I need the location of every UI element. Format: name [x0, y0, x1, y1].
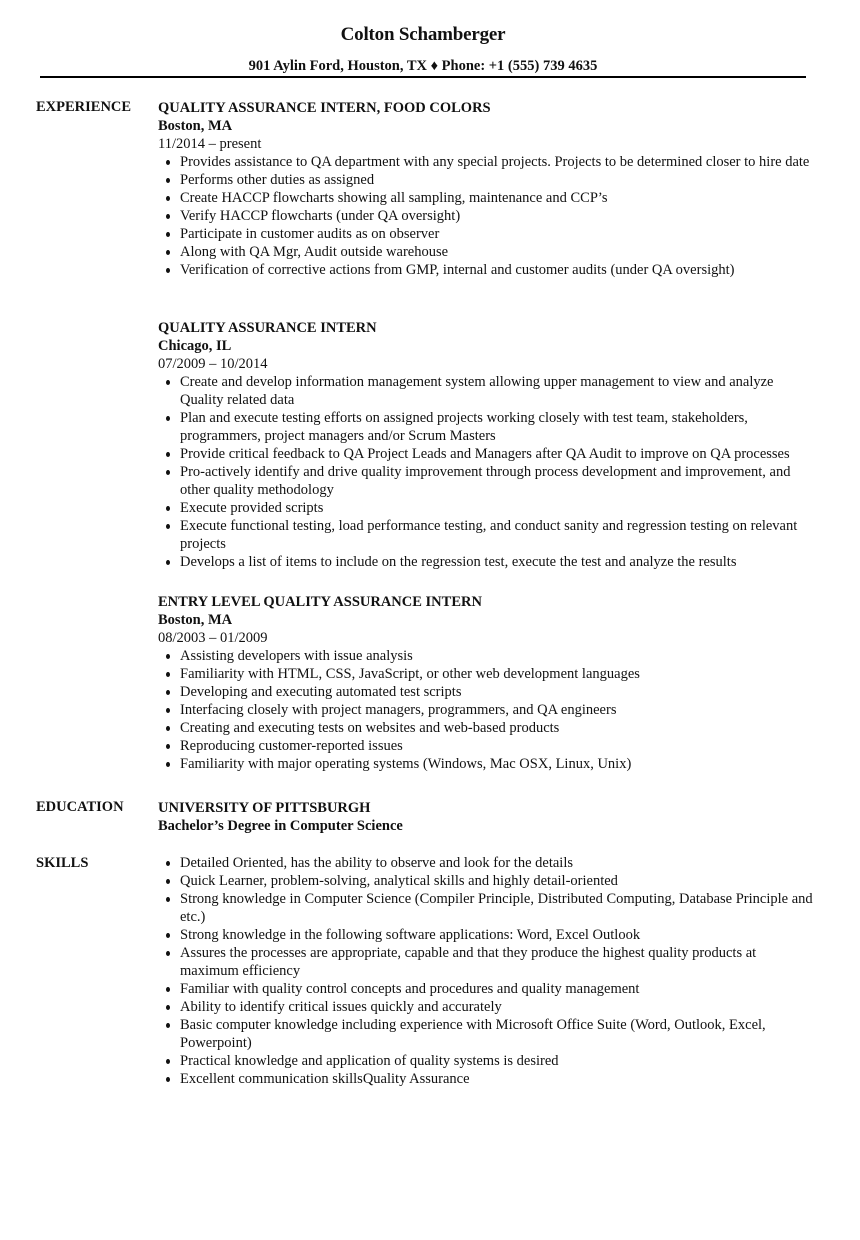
- list-item: Create and develop information management system allowing upper management to view and analyze Quality related data: [180, 373, 818, 409]
- school-name: UNIVERSITY OF PITTSBURGH: [158, 800, 371, 816]
- list-item: Creating and executing tests on websites and web-based products: [180, 719, 818, 737]
- list-item: Detailed Oriented, has the ability to observe and look for the details: [180, 854, 818, 872]
- job-location: Boston, MA: [158, 612, 233, 628]
- contact-line: 901 Aylin Ford, Houston, TX ♦ Phone: +1 (555) 739 4635: [248, 58, 598, 74]
- section-label-skills: SKILLS: [36, 855, 89, 871]
- list-item: Execute functional testing, load performance testing, and conduct sanity and regression testing on relevant projects: [180, 517, 818, 553]
- list-item: Ability to identify critical issues quickly and accurately: [180, 998, 818, 1016]
- job-title: QUALITY ASSURANCE INTERN, FOOD COLORS: [158, 100, 491, 116]
- resume-name: Colton Schamberger: [340, 24, 506, 45]
- job-dates: 07/2009 – 10/2014: [158, 356, 268, 372]
- list-item: Execute provided scripts: [180, 499, 818, 517]
- job-dates: 11/2014 – present: [158, 136, 262, 152]
- list-item: Reproducing customer-reported issues: [180, 737, 818, 755]
- degree: Bachelor’s Degree in Computer Science: [158, 818, 403, 834]
- list-item: Provide critical feedback to QA Project Leads and Managers after QA Audit to improve on QA processes: [180, 445, 818, 463]
- section-label-education: EDUCATION: [36, 799, 124, 815]
- list-item: Interfacing closely with project managers, programmers, and QA engineers: [180, 701, 818, 719]
- list-item: Strong knowledge in the following software applications: Word, Excel Outlook: [180, 926, 818, 944]
- list-item: Plan and execute testing efforts on assigned projects working closely with test team, stakeholders, programmers, project managers and/or Scrum Masters: [180, 409, 818, 445]
- list-item: Along with QA Mgr, Audit outside warehouse: [180, 243, 818, 261]
- list-item: Basic computer knowledge including experience with Microsoft Office Suite (Word, Outlook, Excel, Powerpoint): [180, 1016, 818, 1052]
- list-item: Excellent communication skillsQuality Assurance: [180, 1070, 818, 1088]
- list-item: Quick Learner, problem-solving, analytical skills and highly detail-oriented: [180, 872, 818, 890]
- list-item: Strong knowledge in Computer Science (Compiler Principle, Distributed Computing, Database Principle and etc.): [180, 890, 818, 926]
- header-divider: [40, 76, 806, 78]
- list-item: Familiar with quality control concepts and procedures and quality management: [180, 980, 818, 998]
- list-item: Familiarity with HTML, CSS, JavaScript, or other web development languages: [180, 665, 818, 683]
- skills-list-container: [158, 854, 818, 1088]
- job-location: Chicago, IL: [158, 338, 232, 354]
- section-label-experience: EXPERIENCE: [36, 99, 132, 115]
- education-entry: [158, 799, 818, 835]
- job-entry: [158, 99, 818, 279]
- job-title: QUALITY ASSURANCE INTERN: [158, 320, 377, 336]
- list-item: Verify HACCP flowcharts (under QA oversight): [180, 207, 818, 225]
- job-bullets: [158, 373, 818, 571]
- list-item: Practical knowledge and application of quality systems is desired: [180, 1052, 818, 1070]
- job-location: Boston, MA: [158, 118, 233, 134]
- job-dates: 08/2003 – 01/2009: [158, 630, 268, 646]
- list-item: Familiarity with major operating systems (Windows, Mac OSX, Linux, Unix): [180, 755, 818, 773]
- list-item: Pro-actively identify and drive quality improvement through process development and improvement, and other quality methodology: [180, 463, 818, 499]
- job-entry: [158, 593, 818, 773]
- job-entry: [158, 319, 818, 571]
- list-item: Develops a list of items to include on the regression test, execute the test and analyze the results: [180, 553, 818, 571]
- list-item: Participate in customer audits as on observer: [180, 225, 818, 243]
- job-bullets: [158, 153, 818, 279]
- job-bullets: [158, 647, 818, 773]
- list-item: Performs other duties as assigned: [180, 171, 818, 189]
- list-item: Assures the processes are appropriate, capable and that they produce the highest quality products at maximum efficiency: [180, 944, 818, 980]
- list-item: Provides assistance to QA department with any special projects. Projects to be determined closer to hire date: [180, 153, 818, 171]
- skills-list: [158, 854, 818, 1088]
- list-item: Verification of corrective actions from GMP, internal and customer audits (under QA oversight): [180, 261, 818, 279]
- list-item: Developing and executing automated test scripts: [180, 683, 818, 701]
- list-item: Create HACCP flowcharts showing all sampling, maintenance and CCP’s: [180, 189, 818, 207]
- job-title: ENTRY LEVEL QUALITY ASSURANCE INTERN: [158, 594, 482, 610]
- list-item: Assisting developers with issue analysis: [180, 647, 818, 665]
